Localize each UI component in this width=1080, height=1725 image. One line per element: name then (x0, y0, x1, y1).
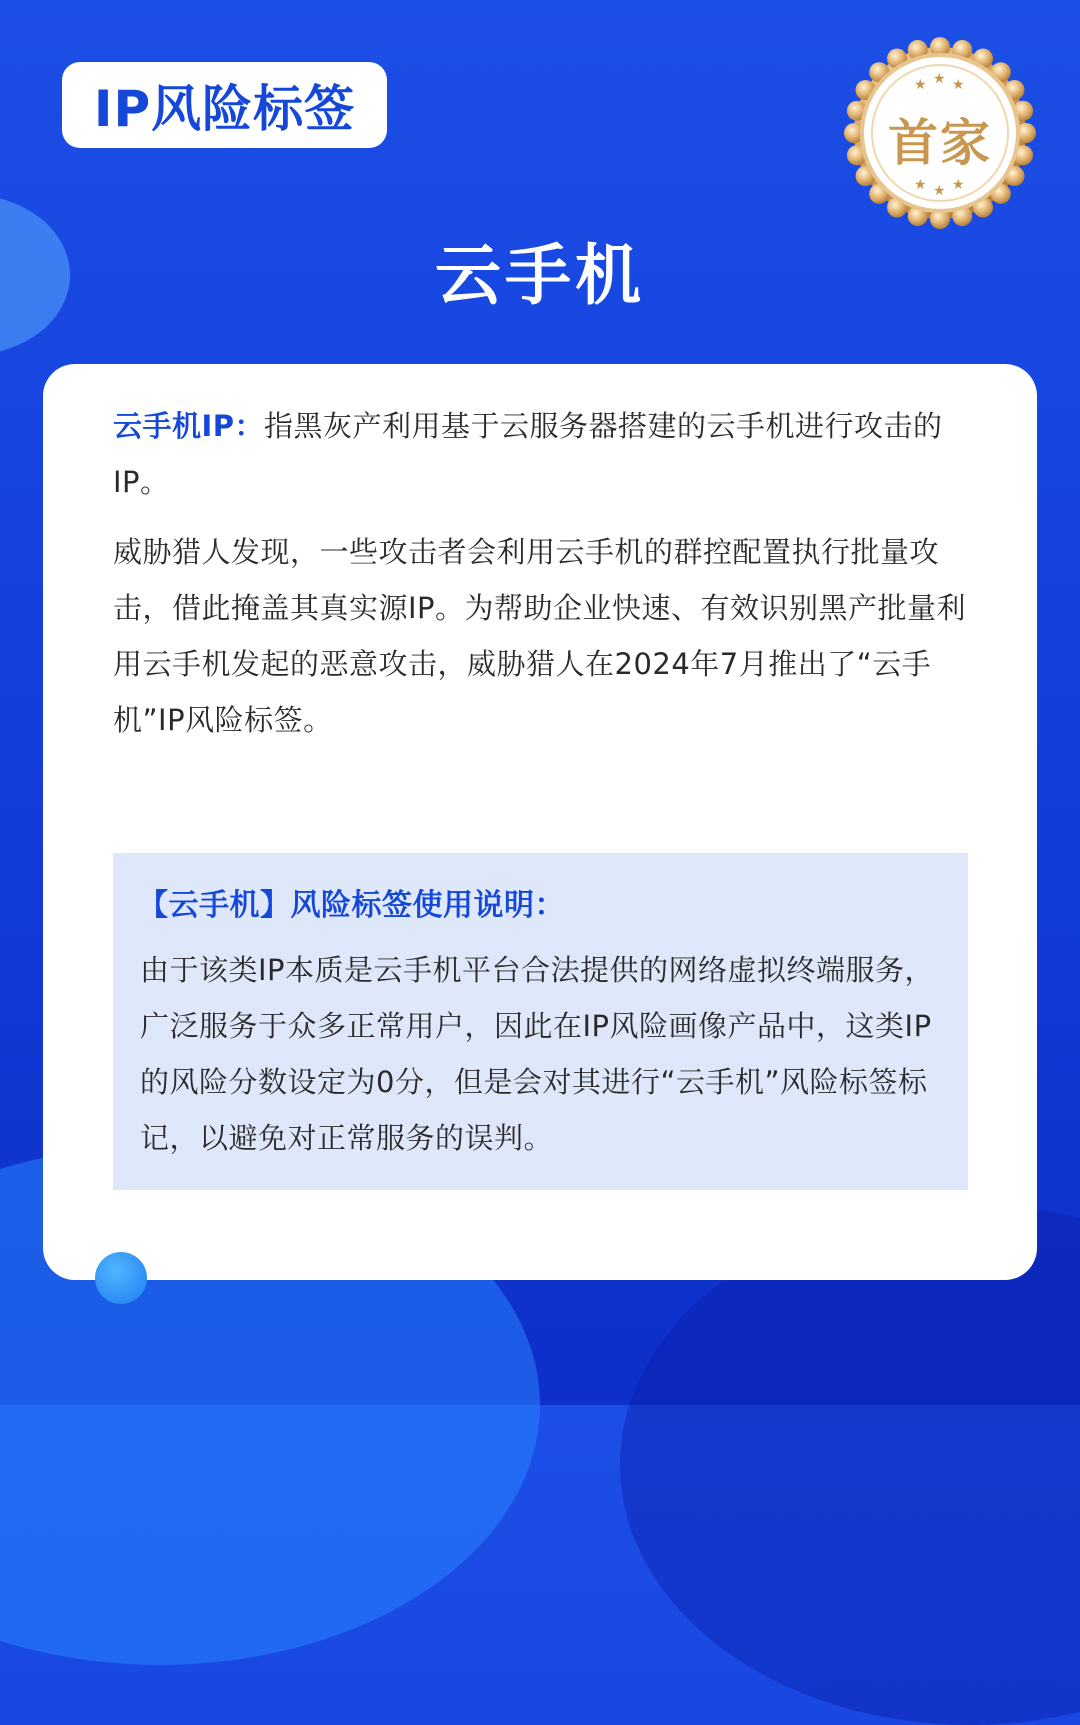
page-title: 云手机 (435, 237, 645, 314)
svg-text:★: ★ (914, 177, 927, 193)
usage-note-title: 【云手机】风险标签使用说明： (138, 888, 565, 923)
decorative-wave-dark (620, 1205, 1080, 1725)
definition-term: 云手机IP： (113, 409, 265, 443)
svg-text:★: ★ (933, 183, 946, 199)
definition-text: 指黑灰产利用基于云服务器搭建的云手机进行攻击的IP。 (113, 409, 943, 499)
description-paragraph: 威胁猎人发现，一些攻击者会利用云手机的群控配置执行批量攻击，借此掩盖其真实源IP。为帮助企业快速、有效识别黑产批量利用云手机发起的恶意攻击，威胁猎人在2024年7月推出了“云手机”IP风险标签。 (113, 535, 967, 737)
svg-text:★: ★ (952, 177, 965, 193)
usage-note-body: 由于该类IP本质是云手机平台合法提供的网络虚拟终端服务，广泛服务于众多正常用户，因此在IP风险画像产品中，这类IP的风险分数设定为0分，但是会对其进行“云手机”风险标签标记，以避免对正常服务的误判。 (140, 953, 935, 1155)
badge-label: 首家 (888, 114, 992, 172)
svg-text:★: ★ (914, 77, 927, 93)
svg-text:★: ★ (952, 77, 965, 93)
definition-paragraph (113, 398, 973, 510)
svg-text:★: ★ (933, 71, 946, 87)
tag-label: IP风险标签 (93, 80, 356, 138)
first-badge (844, 37, 1036, 229)
tag-pill (62, 62, 387, 148)
decorative-dot (95, 1252, 147, 1304)
